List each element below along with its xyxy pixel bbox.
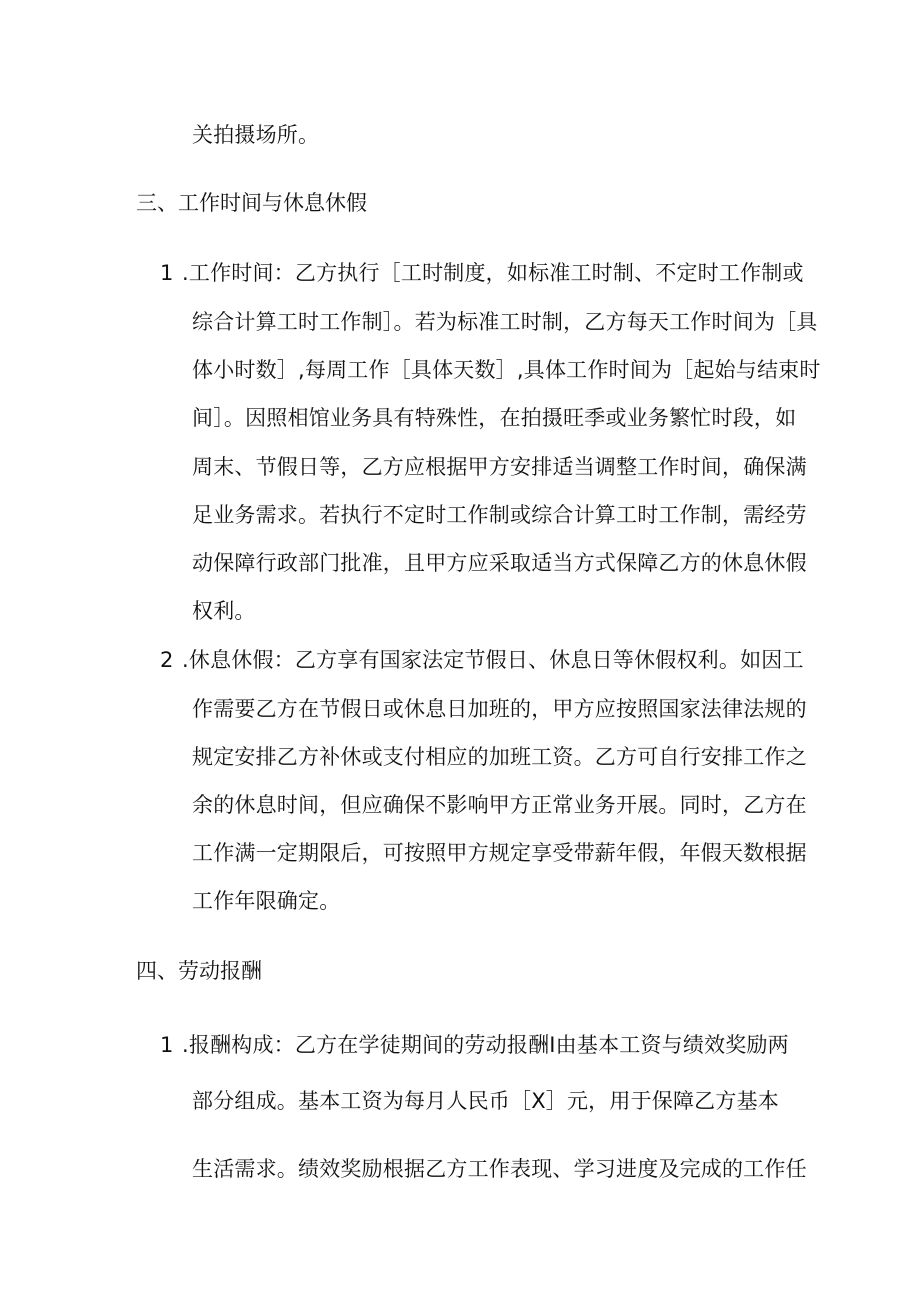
paragraph-line: 工作年限确定。 bbox=[192, 889, 341, 913]
list-item-number: 2 bbox=[160, 648, 174, 672]
section-heading-4: 四、劳动报酬 bbox=[136, 959, 262, 983]
paragraph-line: 综合计算工时工作制］。若为标准工时制，乙方每天工作时间为［具 bbox=[192, 310, 818, 334]
list-item-number: 1 bbox=[160, 261, 174, 285]
paragraph-line: 工作满一定期限后，可按照甲方规定享受带薪年假，年假天数根据 bbox=[192, 841, 807, 865]
paragraph-line: 生活需求。绩效奖励根据乙方工作表现、学习进度及完成的工作任 bbox=[192, 1157, 807, 1181]
paragraph-line: 部分组成。基本工资为每月人民币［X］元，用于保障乙方基本 bbox=[192, 1089, 779, 1113]
paragraph-line: 规定安排乙方补休或支付相应的加班工资。乙方可自行安排工作之 bbox=[192, 745, 807, 769]
paragraph-line: 周末、节假日等，乙方应根据甲方安排适当调整工作时间，确保满 bbox=[192, 455, 807, 479]
paragraph-line: 权利。 bbox=[192, 599, 256, 623]
list-item-number: 1 bbox=[160, 1033, 174, 1057]
paragraph-line: 余的休息时间，但应确保不影响甲方正常业务开展。同时，乙方在 bbox=[192, 793, 807, 817]
paragraph-line: 作需要乙方在节假日或休息日加班的，甲方应按照国家法律法规的 bbox=[192, 697, 807, 721]
paragraph-line: .报酬构成：乙方在学徒期间的劳动报酬I由基本工资与绩效奖励两 bbox=[182, 1033, 789, 1057]
paragraph-line: .工作时间：乙方执行［工时制度，如标准工时制、不定时工作制或 bbox=[182, 261, 804, 285]
paragraph-line: 间］。因照相馆业务具有特殊性，在拍摄旺季或业务繁忙时段，如 bbox=[192, 406, 797, 430]
paragraph-continuation: 关拍摄场所。 bbox=[192, 123, 320, 147]
paragraph-line: 动保障行政部门批准，且甲方应采取适当方式保障乙方的休息休假 bbox=[192, 551, 807, 575]
section-heading-3: 三、工作时间与休息休假 bbox=[136, 191, 367, 215]
paragraph-line: 体小时数］,每周工作［具体天数］,具体工作时间为［起始与结束时 bbox=[192, 358, 821, 382]
paragraph-line: .休息休假：乙方享有国家法定节假日、休息日等休假权利。如因工 bbox=[182, 648, 804, 672]
paragraph-line: 足业务需求。若执行不定时工作制或综合计算工时工作制，需经劳 bbox=[192, 503, 807, 527]
